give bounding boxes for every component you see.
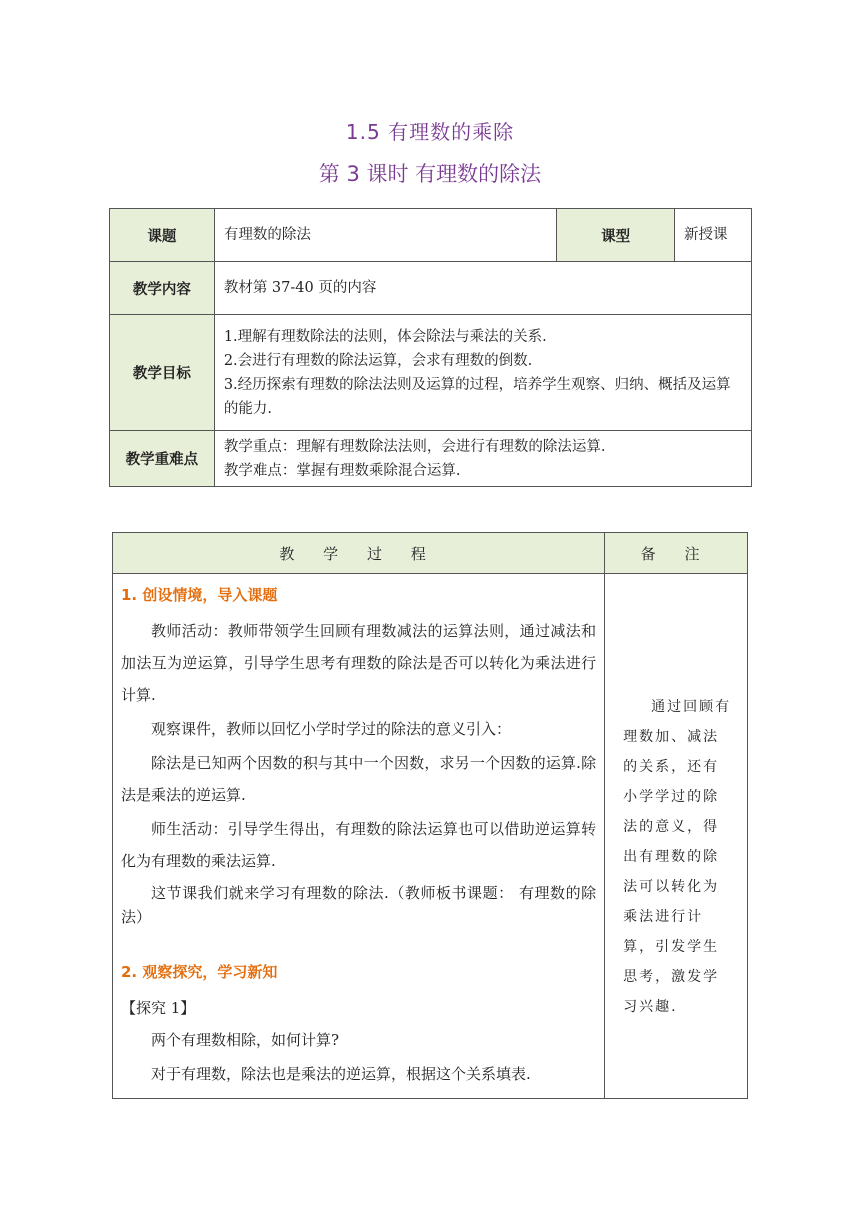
paragraph: 对于有理数，除法也是乘法的逆运算，根据这个关系填表. [151,1065,531,1083]
page-title: 1.5 有理数的乘除 [345,120,515,144]
paragraph: 师生活动：引导学生得出，有理数的除法运算也可以借助逆运算转化为有理数的乘法运算. [121,820,597,870]
explore-label: 【探究 1】 [121,999,196,1017]
notes-cell [605,574,748,1099]
note-text: 通过回顾有理数加、减法的关系，还有小学学过的除法的意义，得出有理数的除法可以转化为乘法进行计算，引发学生思考，激发学习兴趣. [623,699,732,1015]
paragraph: 两个有理数相除，如何计算? [151,1031,340,1049]
goal-item: 3.经历探索有理数的除法法则及运算的过程，培养学生观察、归纳、概括及运算的能力. [223,376,731,417]
key-points-cell [214,431,751,487]
paragraph: 除法是已知两个因数的积与其中一个因数，求另一个因数的运算.除法是乘法的逆运算. [121,754,597,804]
lesson-subtitle: 第 3 课时 有理数的除法 [318,162,542,186]
notes-header: 备 注 [605,533,748,574]
type-label: 课型 [557,209,675,262]
key-point-item: 教学重点：理解有理数除法法则，会进行有理数的除法运算. [223,438,606,455]
process-header: 教 学 过 程 [113,533,605,574]
content-value: 教材第 37-40 页的内容 [214,262,751,315]
key-points-label: 教学重难点 [110,431,215,487]
goal-item: 2.会进行有理数的除法运算，会求有理数的倒数. [223,352,533,369]
goals-cell [214,315,751,431]
section1-title: 1. 创设情境，导入课题 [121,586,278,604]
difficulty-item: 教学难点：掌握有理数乘除混合运算. [223,462,461,479]
paragraph: 教师活动：教师带领学生回顾有理数减法的运算法则，通过减法和加法互为逆运算，引导学生思考有理数的除法是否可以转化为乘法进行计算. [121,622,597,704]
teaching-process-table [112,532,748,1099]
paragraph: 这节课我们就来学习有理数的除法.（教师板书课题： 有理数的除法） [121,884,597,926]
process-body [113,574,605,1099]
goals-label: 教学目标 [110,315,215,431]
lesson-info-table [109,208,752,487]
paragraph: 观察课件，教师以回忆小学时学过的除法的意义引入： [151,720,512,738]
topic-value: 有理数的除法 [214,209,556,262]
topic-label: 课题 [110,209,215,262]
goal-item: 1.理解有理数除法的法则，体会除法与乘法的关系. [223,328,547,345]
section2-title: 2. 观察探究，学习新知 [121,963,278,981]
type-value: 新授课 [675,209,752,262]
content-label: 教学内容 [110,262,215,315]
